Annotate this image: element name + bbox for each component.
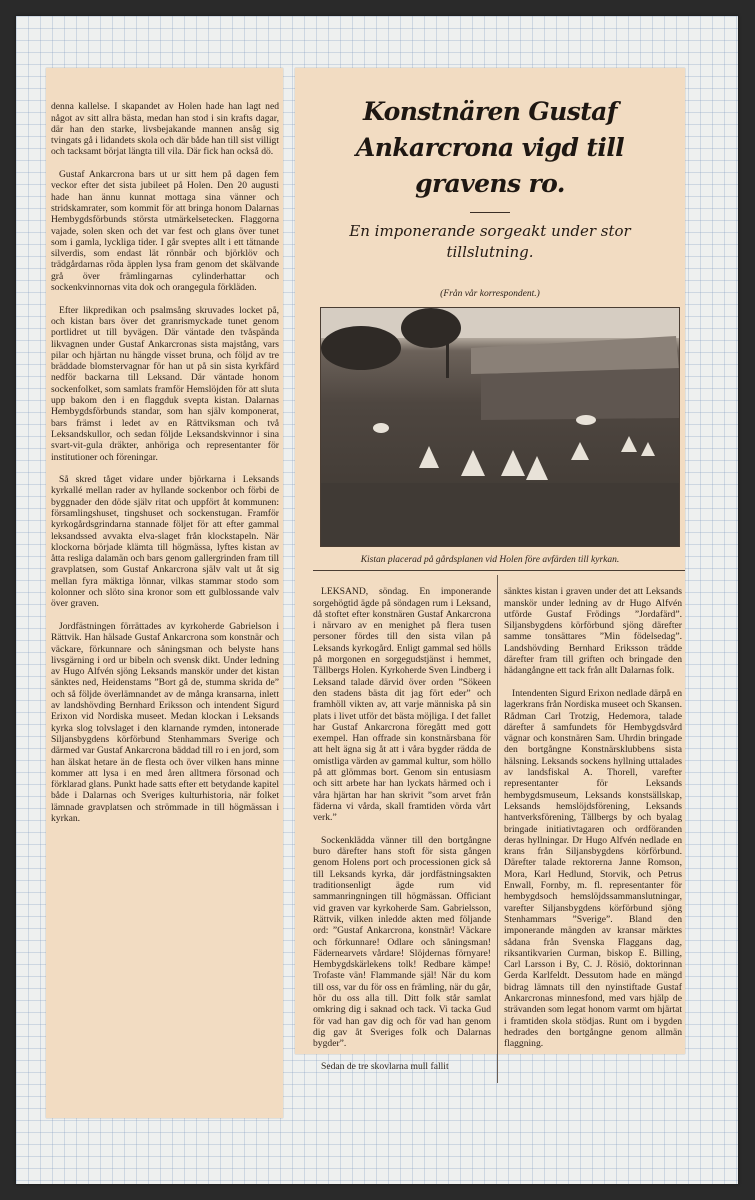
article-column-1 bbox=[313, 575, 491, 1083]
article-paragraph: Sedan de tre skovlarna mull fallit bbox=[321, 1060, 449, 1072]
caption-rule bbox=[313, 570, 685, 571]
article-byline: (Från vår korrespondent.) bbox=[440, 289, 540, 299]
photo-caption: Kistan placerad på gårdsplanen vid Holen före avfärden till kyrkan. bbox=[360, 555, 620, 565]
article-paragraph: Sockenklädda vänner till den bortgångne buro därefter hans stoft för sista gången genom Holens port och processionen gick så till Leksands kyrka, där jordfästningsakten traditionsenligt ägde rum vid sammanringningen till högmässan. Officiant vid graven var kyrkoherde Sam. Gabrielsson, Rättvik, vilken inledde akten med följande ord: ”Gustaf Ankarcrona, konstnär! Väckare och förkunnare! Odlare och såningsman! Fädernearvets vårdare! Slöjdernas förnyare! Hembygdskärlekens tolk! Redbare kämpe! Trofaste vän! Flammande själ! När du kom till oss, var du för oss en främling, när du går, hör du oss alla till. Ditt folk står samlat omkring dig i saknad och tack. Vi tacka Gud för vad han gav dig och för vad han genom dig gav åt Sveriges folk och Dalarnas bygder”. bbox=[313, 834, 491, 1050]
article-column-2 bbox=[504, 575, 682, 1083]
article-columns bbox=[313, 575, 685, 1083]
article-paragraph: Intendenten Sigurd Erixon nedlade därpå en lagerkrans från Nordiska museet och Skansen. Rådman Carl Trotzig, Hedemora, talade därefter å samfundets för Hembygdsvård vägnar och konstnären Sam. Uhrdin bringade den bortgångne Konstnärsklubbens sista hälsning. Leksands sockens hyllning uttalades av landsfiskal A. Thorell, varefter representanter för Leksands hembygdsmuseum, Leksands konstsällskap, Leksands hemslöjdsförening, Leksands hantverksförening, Tällbergs by och byalag bringade initiativtagaren och ordföranden deras hyllningar. Dr Hugo Alfvén nedlade en krans från Siljansbygdens körförbund. Därefter talade rektorerna Janne Romson, Mora, Karl Hedlund, Storvik, och Petrus Enwall, Fornby, m. fl. representanter för hembygdsoch hemslöjdssammanslutningar, varefter Siljansbygdens körförbund sjöng Stenhammars ”Sverige”. Bland den imponerande mängden av kransar märktes sådana från Svenska Flaggans dag, riksantikvarien Curman, biskop E. Billing, Carl Larsson i By, C. J. Rösiö, doktorinnan Gerda Karlfeldt. Dessutom hade en mängd bidrag lämnats till den nyinstiftade Gustaf Ankarcronas minnesfond, med vars hjälp de strävanden som legat honom varmt om hjärtat i framtiden skola stödjas. Runt om i bygden hedrades den bortgångne genom allmän flaggning. bbox=[504, 687, 682, 1050]
left-paragraph: Gustaf Ankarcrona bars ut ur sitt hem på dagen fem veckor efter det sista jubileet på Holen. Den 20 augusti hade han ännu kunnat mottaga sina vänner och stridskamrater, som kommit för att bringa honom Dalarnas Hembygdsförbunds största utmärkelsetecken. Flaggorna vajade, solen sken och det var fest och glans över tunet som i gamla, lyckliga tider. I går sveptes allt i ett tätnande silverdis, som endast lät rönnbär och björklöv och trädgårdarnas röda äpplen lysa fram genom det skälvande grå över främlingarnas cylinderhattar och sockenkvinnornas vita dok och orangegula förkläden. bbox=[51, 169, 279, 294]
column-divider bbox=[497, 575, 498, 1083]
left-paragraph: Så skred tåget vidare under björkarna i Leksands kyrkallé mellan rader av hyllande sockenbor och förbi de byggnader den döde själv ritat och uppfört åt kommunen: församlingshuset, tingshuset och sockenstugan. Framför kyrkogårdsgrindarna stannade följet för att efter gammal leksandssed avvakta elva-slaget från klockstapeln. När klockorna började klämta till högmässa, lyftes kistan av åtta resliga dalamän och bars genom gallergrinden fram till gravplatsen, som Gustaf Ankarcrona själv valt ut åt sig mellan fyra mäktiga lönnar, vilkas stammar stodo som kolonner och slöto sina kronor som ett gulblossande valv över graven. bbox=[51, 474, 279, 610]
left-column-text bbox=[49, 90, 279, 836]
left-clipping bbox=[46, 68, 283, 1118]
funeral-photo bbox=[320, 307, 680, 547]
article-paragraph: LEKSAND, söndag. En imponerande sorgehögtid ägde på söndagen rum i Leksand, då stoftet efter konstnären Gustaf Ankarcrona i närvaro av en menighet på flera tusen personer fördes till den sista vilan på Leksands kyrkogård. Enligt gammal sed hölls på morgonen en sorgegudstjänst i hemmet, Tällbergs Holen. Kyrkoherde Sven Lindberg i Leksand talade därvid över orden ”Sökeen den stadens bästa dit jag fört eder” och framhöll vikten av, att varje människa på sin plats i livet utför det bästa möjliga. I det fallet har Gustaf Ankarcrona föregått med gott exempel. Han offrade sin konstnärsbana för att helt ägna sig åt att i våra bygder rädda de omistliga värden av gammal kultur, som höllo på att glömmas bort. Genom sin entusiasm och sitt arbete har han lyckats härmed och i våra hjärtan har han skrivit ”som arvet från fäderna vi vårda, skall framtiden vörda vårt verk.” bbox=[313, 586, 491, 824]
left-paragraph: denna kallelse. I skapandet av Holen hade han lagt ned något av sitt allra bästa, medan han stod i sin krafts dagar, där han den starke, livsbejakande mannen ansåg sig tvingats gå i lidandets skola och där både han till sist villigt och tacksamt börjat längta till vila. Där fick han också dö. bbox=[51, 101, 279, 158]
article-headline: Konstnären Gustaf Ankarcrona vigd till gravens ro. bbox=[355, 97, 625, 198]
photo-illustration bbox=[321, 308, 679, 546]
article-subheadline: En imponerande sorgeakt under stor tillslutning. bbox=[349, 222, 631, 261]
album-page bbox=[16, 16, 738, 1184]
left-paragraph: Jordfästningen förrättades av kyrkoherde Gabrielson i Rättvik. Han hälsade Gustaf Ankarcrona som konstnär och väckare, förkunnare och såningsman och belyste hans livsgärning i ord ur bibeln och svensk dikt. Under ledning av Hugo Alfvén sjöng Leksands manskör under det kistan sänktes ned, Heidenstams ”Bort gå de, stumma skrida de” och så följde överlämnandet av de många kransarna, inlett av landshövding Bernhard Eriksson och intendent Sigurd Erixon vid Nordiska museet. Medan klockan i Leksands kyrka slog tolvslaget i den klarnande rymden, intonerade Siljansbygdens körförbund Stenhammars Sverige och därmed var Gustaf Ankarcrona bäddad till ro i en jord, som han älskat hetare än de flesta och över vilken hans minne kommer att lysa i en med åren alltmera försonad och förklarad glans. Punkt hade satts efter ett betydande kapitel både i Dalarnas och Sveriges kulturhistoria, när folket lämnade gravplatsen och strömmade in till högmässan i kyrkan. bbox=[51, 620, 279, 824]
headline-rule bbox=[470, 212, 510, 213]
left-paragraph: Efter likpredikan och psalmsång skruvades locket på, och kistan bars över det granrismyckade tunet genom portlidret ut till byvägen. Där väntade den tvåspända likvagnen under Gustaf Ankarcronas sista majstång, vars pilar och hjärtan nu hängde visset bruna, och följd av tre bräddade blomstervagnar för han ut på sin sista kyrkfärd nedför backarna till Leksand. Där väntade honom sockenfolket, som samlats framför Hemslöjden för att sluta upp bakom den i en flaggduk svepta kistan. Dalarnas Hembygdsförbunds standar, som han själv komponerat, bars främst i ledet av en Rättviksman och två Leksandskullor, och sedan följde Leksandskvinnor i sina svart-vit-gula dräkter, anhöriga och representanter för institutioner och föreningar. bbox=[51, 304, 279, 463]
article-clipping bbox=[295, 68, 685, 1072]
article-paragraph: sänktes kistan i graven under det att Leksands manskör under ledning av dr Hugo Alfvén utförde Gustaf Frödings ”Jordafärd”. Siljansbygdens körförbund sjöng därefter samme tonsättares ”Min födelsedag”. Landshövding Bernhard Eriksson trädde därefter fram till griften och bringade den hädangångne ett tack från allt Dalarnas folk. bbox=[504, 586, 682, 677]
